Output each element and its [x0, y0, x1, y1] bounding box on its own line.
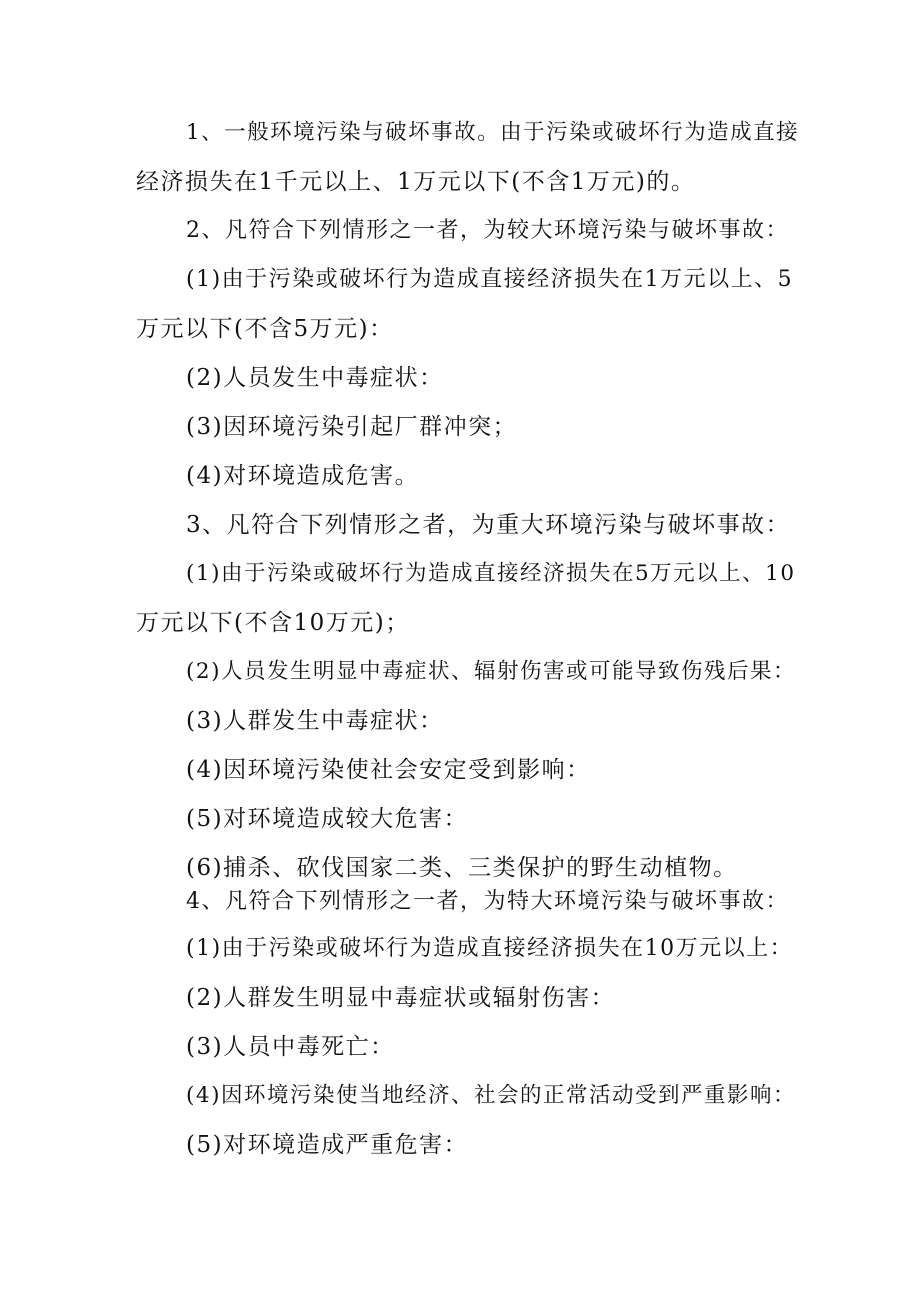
text-line: 2、凡符合下列情形之一者，为较大环境污染与破坏事故： [186, 218, 789, 243]
text-line: (1)由于污染或破坏行为造成直接经济损失在5万元以上、10 [186, 561, 796, 586]
text-line: (2)人员发生中毒症状： [186, 365, 444, 391]
text-line: (3)人群发生中毒症状： [186, 708, 444, 734]
text-line: (5)对环境造成较大危害： [186, 806, 469, 832]
text-line: (3)人员中毒死亡： [186, 1034, 395, 1060]
text-line: (2)人员发生明显中毒症状、辐射伤害或可能导致伤残后果： [186, 659, 796, 684]
text-line: (2)人群发生明显中毒症状或辐射伤害： [186, 985, 616, 1011]
text-line: 4、凡符合下列情形之一者，为特大环境污染与破坏事故： [186, 889, 789, 914]
text-line: 3、凡符合下列情形之者，为重大环境污染与破坏事故： [186, 512, 791, 538]
text-line: 万元以下(不含5万元)： [136, 316, 394, 342]
text-line: (3)因环境污染引起厂群冲突； [186, 414, 518, 440]
text-line: (4)对环境造成危害。 [186, 463, 420, 489]
text-line: (4)因环境污染使当地经济、社会的正常活动受到严重影响： [186, 1083, 796, 1108]
text-line: (4)因环境污染使社会安定受到影响： [186, 757, 591, 783]
text-line: (1)由于污染或破坏行为造成直接经济损失在1万元以上、5 [186, 267, 794, 292]
text-line: (6)捕杀、砍伐国家二类、三类保护的野生动植物。 [186, 855, 738, 881]
text-line: 经济损失在1千元以上、1万元以下(不含1万元)的。 [136, 169, 696, 195]
text-line: 1、一般环境污染与破坏事故。由于污染或破坏行为造成直接 [186, 120, 800, 145]
text-line: 万元以下(不含10万元)； [136, 610, 410, 636]
text-line: (5)对环境造成严重危害： [186, 1132, 469, 1158]
text-line: (1)由于污染或破坏行为造成直接经济损失在10万元以上： [186, 936, 794, 961]
